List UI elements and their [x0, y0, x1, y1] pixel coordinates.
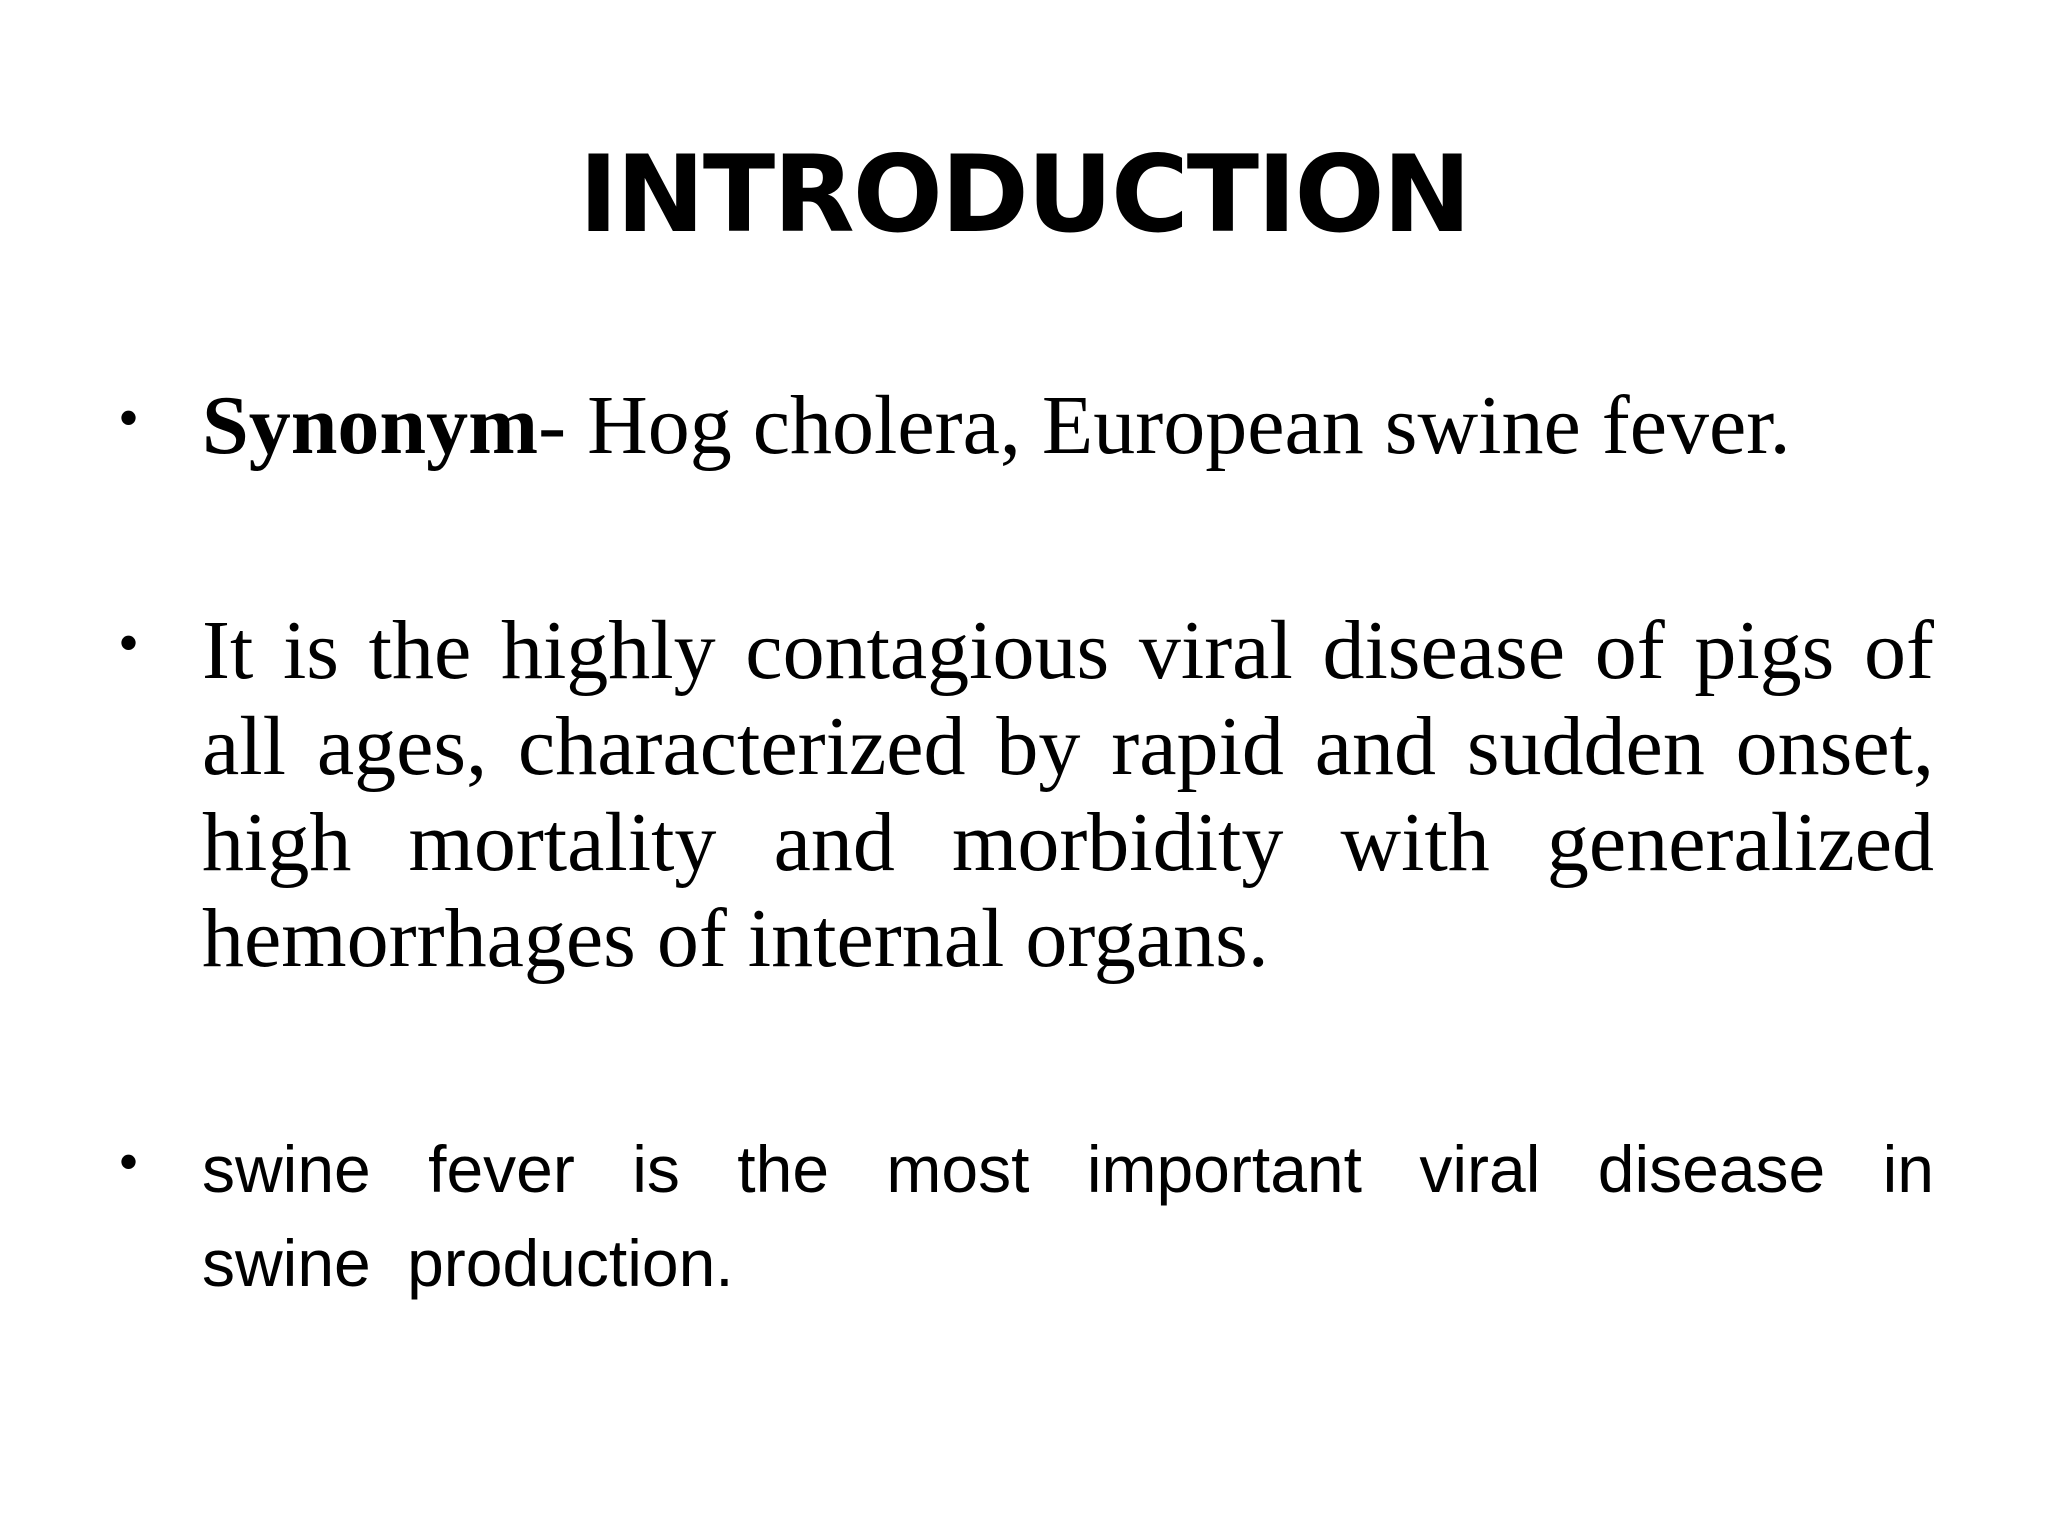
bullet-text [202, 378, 1934, 474]
synonym-label: Synonym [202, 379, 539, 472]
bullet-dot: • [118, 385, 140, 451]
bullet-text: It is the highly contagious viral disease of pigs of all ages, characterized by rapid and sudden onset, high mortality and morbidity with generalized hemorrhages of internal organs. [202, 604, 1934, 985]
synonym-values: - Hog cholera, European swine fever. [538, 379, 1791, 472]
bullet-dot: • [118, 1129, 140, 1195]
bullet-text: swine fever is the most important viral disease in swine production. [202, 1132, 1934, 1300]
bullet-dot: • [118, 610, 140, 676]
slide-title: INTRODUCTION [578, 133, 1470, 256]
